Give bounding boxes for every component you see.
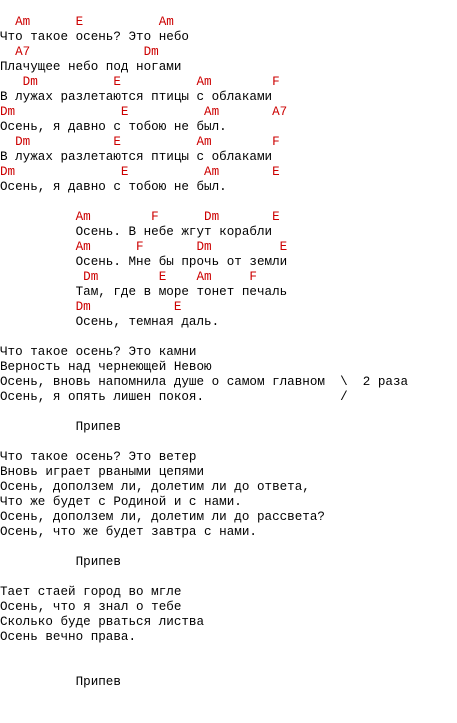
- chord-line: A7 Dm: [0, 45, 159, 59]
- lyric-line: Осень, доползем ли, долетим ли до рассвета?: [0, 510, 325, 524]
- lyric-line: Плачущее небо под ногами: [0, 60, 182, 74]
- lyric-line: Припев: [0, 555, 121, 569]
- chord-line: Dm E Am F: [0, 75, 280, 89]
- lyric-line: Что такое осень? Это ветер: [0, 450, 197, 464]
- chord-line: Am F Dm E: [0, 240, 288, 254]
- lyric-line: Осень, я давно с тобою не был.: [0, 120, 227, 134]
- chord-line: Dm E Am A7: [0, 105, 288, 119]
- lyric-line: Осень. В небе жгут корабли: [0, 225, 273, 239]
- chord-line: Dm E: [0, 300, 182, 314]
- lyric-line: Осень, я опять лишен покоя. /: [0, 390, 348, 404]
- chord-line: Am F Dm E: [0, 210, 280, 224]
- lyric-line: В лужах разлетаются птицы с облаками: [0, 150, 273, 164]
- chord-line: Dm E Am F: [0, 135, 280, 149]
- lyric-line: Что такое осень? Это небо: [0, 30, 189, 44]
- lyric-line: Верность над чернеющей Невою: [0, 360, 212, 374]
- lyric-line: Припев: [0, 675, 121, 689]
- chord-line: Dm E Am F: [0, 270, 257, 284]
- lyric-line: Там, где в море тонет печаль: [0, 285, 288, 299]
- chord-line: Dm E Am E: [0, 165, 280, 179]
- lyric-line: Осень, что я знал о тебе: [0, 600, 182, 614]
- lyric-line: Осень. Мне бы прочь от земли: [0, 255, 288, 269]
- lyric-line: Что же будет с Родиной и с нами.: [0, 495, 242, 509]
- lyric-line: Вновь играет рваными цепями: [0, 465, 205, 479]
- lyric-line: Тает стаей город во мгле: [0, 585, 182, 599]
- lyric-line: Припев: [0, 420, 121, 434]
- lyric-line: Осень, доползем ли, долетим ли до ответа,: [0, 480, 310, 494]
- lyric-line: Осень, я давно с тобою не был.: [0, 180, 227, 194]
- lyric-line: Что такое осень? Это камни: [0, 345, 197, 359]
- lyric-line: Осень, темная даль.: [0, 315, 220, 329]
- lyric-line: Осень, что же будет завтра с нами.: [0, 525, 257, 539]
- lyric-line: В лужах разлетаются птицы с облаками: [0, 90, 273, 104]
- lyric-line: Осень вечно права.: [0, 630, 137, 644]
- lyric-line: Осень, вновь напомнила душе о самом главном \ 2 раза: [0, 375, 409, 389]
- chord-line: Am E Am: [0, 15, 174, 29]
- lyric-line: Сколько буде рваться листва: [0, 615, 205, 629]
